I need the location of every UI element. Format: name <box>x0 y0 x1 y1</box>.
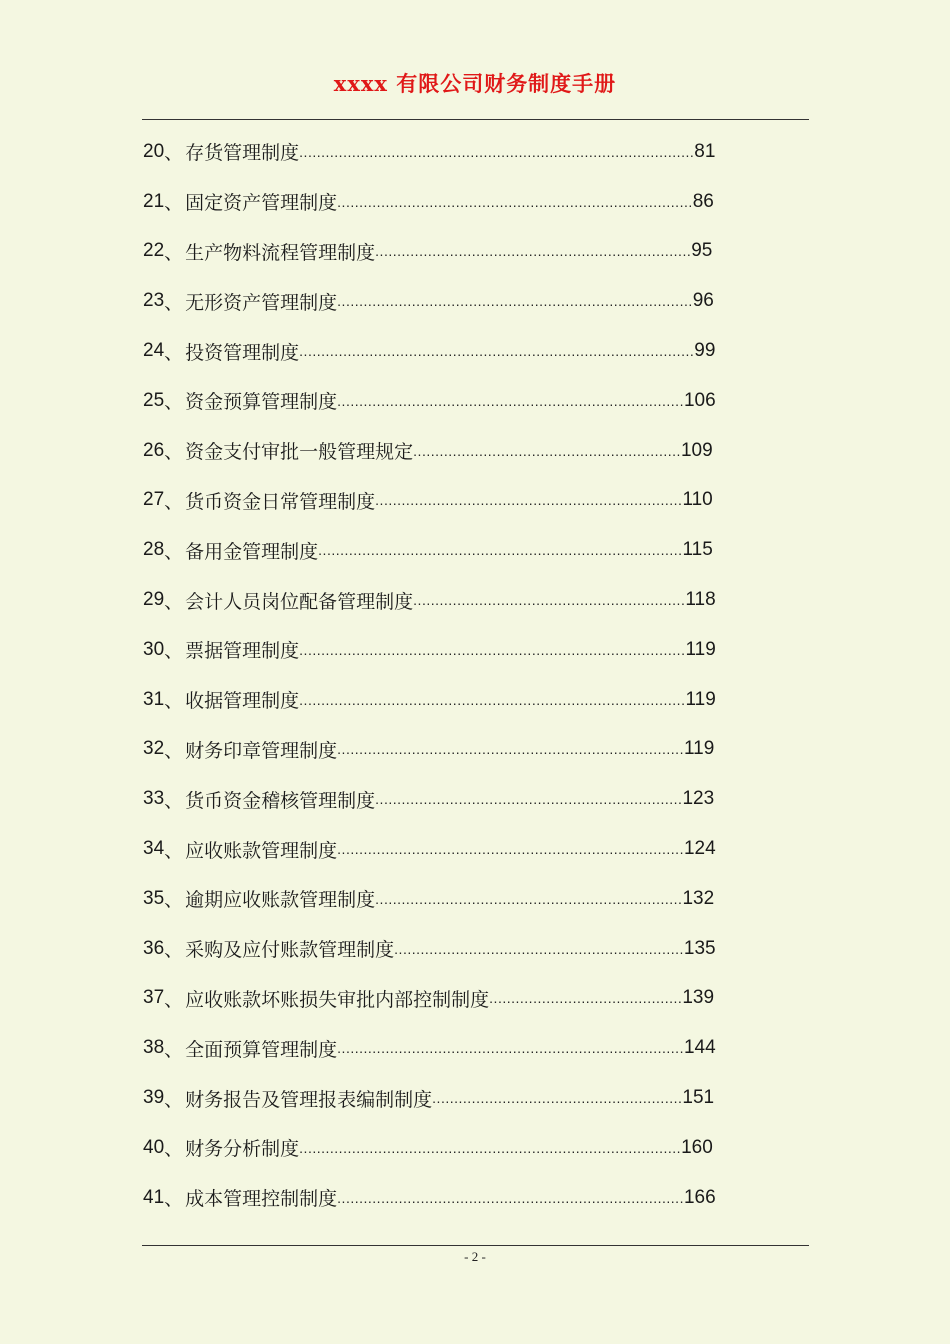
toc-leader-dots: ........................................................................................ <box>299 691 686 708</box>
toc-entry-title: 会计人员岗位配备管理制度 <box>185 590 414 613</box>
toc-entry[interactable] <box>143 276 743 326</box>
toc-entry[interactable] <box>143 675 743 725</box>
toc-entry-number: 39 <box>143 1087 165 1109</box>
toc-entry-title: 票据管理制度 <box>185 640 300 663</box>
toc-entry-title: 货币资金日常管理制度 <box>185 490 376 513</box>
toc-entry-number: 28 <box>143 539 165 561</box>
toc-leader-dots: ............................................................. <box>413 442 681 459</box>
toc-leader-dots: ............................................................................... <box>337 841 684 858</box>
toc-entry-title: 资金支付审批一般管理规定 <box>185 441 414 464</box>
toc-entry-separator: 、 <box>164 590 184 613</box>
toc-entry-separator: 、 <box>164 291 184 314</box>
toc-entry-separator: 、 <box>164 241 184 264</box>
toc-entry-separator: 、 <box>164 889 184 912</box>
toc-leader-dots: ............................................................................... <box>337 741 684 758</box>
toc-entry-page-number: 110 <box>682 489 713 511</box>
toc-entry-page-number: 135 <box>683 937 716 959</box>
toc-entry-page-number: 151 <box>682 1087 715 1109</box>
toc-leader-dots: ........................................................................................ <box>299 641 686 658</box>
toc-entry[interactable] <box>143 924 743 974</box>
toc-entry-page-number: 109 <box>680 439 713 461</box>
toc-entry-number: 23 <box>143 290 165 312</box>
toc-entry-page-number: 119 <box>683 738 715 760</box>
toc-leader-dots: .......................................................................................... <box>299 343 695 360</box>
toc-entry-number: 35 <box>143 887 165 909</box>
toc-entry-number: 40 <box>143 1136 165 1158</box>
toc-entry-title: 全面预算管理制度 <box>185 1038 338 1061</box>
toc-entry-separator: 、 <box>164 640 184 663</box>
toc-entry-title: 存货管理制度 <box>185 142 300 165</box>
toc-entry-title: 财务分析制度 <box>185 1138 300 1161</box>
toc-entry-page-number: 119 <box>685 638 716 660</box>
toc-leader-dots: .......................................................................................... <box>299 143 695 160</box>
toc-entry-separator: 、 <box>164 739 184 762</box>
toc-entry-page-number: 99 <box>694 340 716 362</box>
toc-entry-number: 32 <box>143 738 165 760</box>
toc-entry-separator: 、 <box>164 540 184 563</box>
toc-entry-title: 财务印章管理制度 <box>185 739 338 762</box>
toc-entry-title: 资金预算管理制度 <box>185 391 338 414</box>
toc-entry-page-number: 118 <box>685 589 716 611</box>
toc-entry[interactable] <box>143 177 743 227</box>
toc-leader-dots: .............................................................. <box>413 592 686 609</box>
toc-entry-page-number: 160 <box>681 1136 713 1158</box>
toc-entry-separator: 、 <box>164 192 184 215</box>
toc-entry-page-number: 106 <box>683 389 716 411</box>
toc-entry-separator: 、 <box>164 391 184 414</box>
toc-entry[interactable] <box>143 1073 743 1123</box>
toc-entry-number: 37 <box>143 987 165 1009</box>
toc-leader-dots: ................................................................................... <box>318 542 683 559</box>
toc-entry-title: 收据管理制度 <box>185 690 300 713</box>
toc-entry[interactable] <box>143 227 743 277</box>
toc-entry-number: 41 <box>143 1186 165 1208</box>
toc-entry-page-number: 132 <box>682 887 715 909</box>
toc-entry-separator: 、 <box>164 1188 184 1211</box>
toc-entry-separator: 、 <box>164 341 184 364</box>
toc-entry-title: 无形资产管理制度 <box>185 291 338 314</box>
toc-entry-separator: 、 <box>164 988 184 1011</box>
toc-entry-title: 投资管理制度 <box>185 341 300 364</box>
header-divider <box>142 119 809 120</box>
toc-entry[interactable] <box>143 326 743 376</box>
toc-entry[interactable] <box>143 127 743 177</box>
toc-entry[interactable] <box>143 874 743 924</box>
toc-entry[interactable] <box>143 824 743 874</box>
toc-entry-number: 33 <box>143 788 165 810</box>
toc-entry[interactable] <box>143 426 743 476</box>
toc-entry-title: 逾期应收账款管理制度 <box>185 889 376 912</box>
toc-entry-title: 备用金管理制度 <box>185 540 319 563</box>
toc-entry-page-number: 96 <box>692 290 714 312</box>
toc-leader-dots: ......................................................... <box>432 1090 683 1107</box>
toc-entry-page-number: 95 <box>691 240 713 262</box>
toc-entry-number: 36 <box>143 937 165 959</box>
toc-leader-dots: ............................................................................... <box>337 1040 684 1057</box>
toc-entry-separator: 、 <box>164 142 184 165</box>
toc-entry-page-number: 144 <box>683 1037 716 1059</box>
footer-divider <box>142 1245 809 1246</box>
toc-entry[interactable] <box>143 725 743 775</box>
toc-entry[interactable] <box>143 525 743 575</box>
footer-page-number: - 2 - <box>464 1249 486 1264</box>
toc-entry-separator: 、 <box>164 1138 184 1161</box>
toc-entry-title: 货币资金稽核管理制度 <box>185 789 376 812</box>
toc-entry-page-number: 81 <box>694 140 716 162</box>
toc-entry-number: 27 <box>143 489 165 511</box>
toc-leader-dots: ...................................................................... <box>375 890 683 907</box>
toc-entry-separator: 、 <box>164 789 184 812</box>
toc-entry[interactable] <box>143 774 743 824</box>
toc-entry[interactable] <box>143 1173 743 1223</box>
toc-leader-dots: ...................................................................... <box>375 791 683 808</box>
toc-entry-page-number: 124 <box>683 838 716 860</box>
toc-entry-separator: 、 <box>164 1038 184 1061</box>
toc-entry-page-number: 115 <box>682 539 713 561</box>
toc-leader-dots: ............................................................................... <box>337 1189 684 1206</box>
toc-entry[interactable] <box>143 974 743 1024</box>
toc-entry-title: 应收账款坏账损失审批内部控制制度 <box>185 988 490 1011</box>
toc-entry[interactable] <box>143 1023 743 1073</box>
toc-entry-title: 固定资产管理制度 <box>185 192 338 215</box>
toc-entry-title: 生产物料流程管理制度 <box>185 241 376 264</box>
toc-entry-number: 29 <box>143 589 165 611</box>
toc-entry[interactable] <box>143 575 743 625</box>
toc-leader-dots: ............................................ <box>489 990 683 1007</box>
toc-entry-title: 采购及应付账款管理制度 <box>185 939 395 962</box>
toc-entry-separator: 、 <box>164 441 184 464</box>
toc-leader-dots: ....................................................................................... <box>299 1139 682 1156</box>
toc-entry-page-number: 119 <box>685 688 716 710</box>
toc-entry[interactable] <box>143 376 743 426</box>
toc-entry-separator: 、 <box>164 839 184 862</box>
document-header-title: xxxx 有限公司财务制度手册 <box>333 71 617 96</box>
toc-entry-number: 31 <box>143 688 165 710</box>
toc-leader-dots: ........................................................................ <box>375 243 692 260</box>
toc-entry-page-number: 123 <box>682 788 715 810</box>
toc-entry-number: 30 <box>143 638 165 660</box>
toc-entry-page-number: 166 <box>683 1186 716 1208</box>
toc-leader-dots: .................................................................. <box>394 940 684 957</box>
toc-entry-number: 26 <box>143 439 165 461</box>
table-of-contents <box>143 127 743 1223</box>
toc-entry-title: 成本管理控制制度 <box>185 1188 338 1211</box>
toc-entry-separator: 、 <box>164 690 184 713</box>
toc-leader-dots: ............................................................................... <box>337 392 684 409</box>
toc-entry-page-number: 139 <box>682 987 715 1009</box>
toc-entry[interactable] <box>143 625 743 675</box>
toc-entry-number: 34 <box>143 838 165 860</box>
toc-entry-title: 应收账款管理制度 <box>185 839 338 862</box>
toc-entry-number: 38 <box>143 1037 165 1059</box>
toc-entry-title: 财务报告及管理报表编制制度 <box>185 1088 433 1111</box>
toc-entry-separator: 、 <box>164 1088 184 1111</box>
toc-entry[interactable] <box>143 476 743 526</box>
toc-entry-number: 25 <box>143 389 165 411</box>
toc-leader-dots: ...................................................................... <box>375 492 683 509</box>
toc-entry-number: 24 <box>143 340 165 362</box>
toc-leader-dots: ................................................................................. <box>337 293 693 310</box>
toc-entry-separator: 、 <box>164 939 184 962</box>
toc-entry-page-number: 86 <box>692 190 714 212</box>
toc-entry[interactable] <box>143 1123 743 1173</box>
toc-leader-dots: ................................................................................. <box>337 193 693 210</box>
toc-entry-number: 22 <box>143 240 165 262</box>
toc-entry-number: 21 <box>143 190 165 212</box>
toc-entry-separator: 、 <box>164 490 184 513</box>
toc-entry-number: 20 <box>143 140 165 162</box>
